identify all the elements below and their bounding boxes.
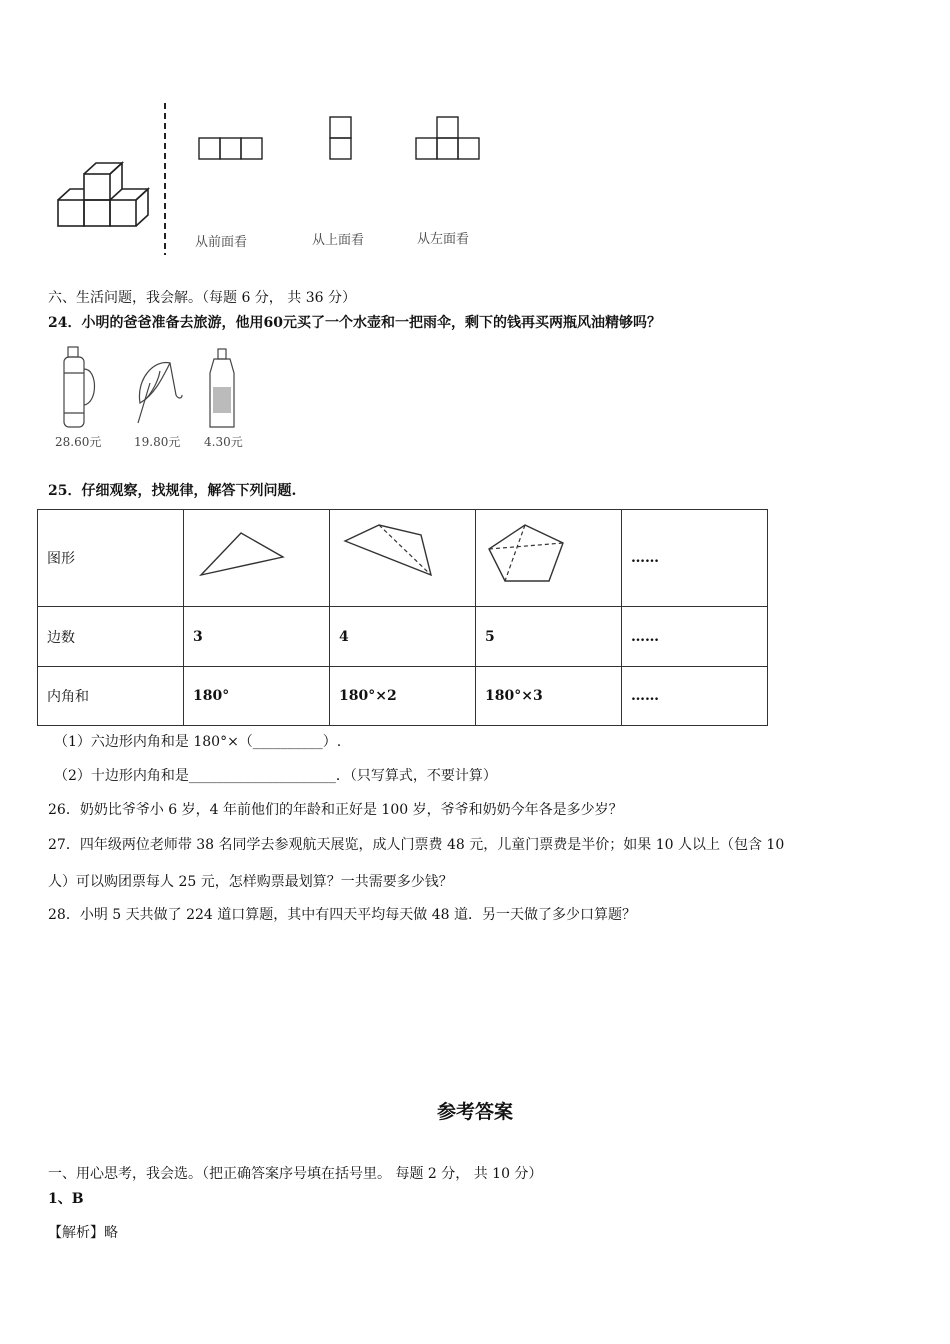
top-view-label: 从上面看 [312, 233, 365, 248]
analysis-text: 略 [104, 1225, 118, 1241]
sides-cell: 3 [184, 607, 330, 667]
answer-1: 1、B [48, 1191, 84, 1207]
angle-sum-cell: 180°×3 [476, 667, 622, 726]
sides-cell: …… [622, 607, 768, 667]
table-row [38, 667, 768, 726]
umbrella-price: 19.80元 [134, 435, 181, 449]
table-row [38, 510, 768, 607]
left-view-drawing [416, 117, 479, 159]
oil-bottle-icon [210, 349, 234, 427]
table-row [38, 607, 768, 667]
kettle-price: 28.60元 [55, 435, 102, 449]
pattern-table [37, 509, 768, 726]
q24-items-figure [50, 343, 250, 435]
sides-cell: 5 [476, 607, 622, 667]
sides-cell: 4 [330, 607, 476, 667]
q27-line2: 人）可以购团票每人 25 元，怎样购票最划算？一共需要多少钱？ [48, 874, 453, 890]
q25-sub1: （1）六边形内角和是 180°×（__________）. [54, 734, 342, 750]
section6-heading: 六、生活问题，我会解。（每题 6 分， 共 36 分） [48, 290, 356, 306]
row-label-sides: 边数 [38, 607, 184, 667]
answers-section1-heading: 一、用心思考，我会选。（把正确答案序号填在括号里。 每题 2 分， 共 10 分） [48, 1166, 543, 1182]
q24-text: 24．小明的爸爸准备去旅游，他用60元买了一个水壶和一把雨伞，剩下的钱再买两瓶风油精够吗？ [48, 315, 661, 331]
triangle-shape [193, 521, 293, 591]
pentagon-shape [485, 521, 585, 591]
oil-bottle-price: 4.30元 [204, 435, 243, 449]
analysis-line [48, 1222, 118, 1242]
answers-title: 参考答案 [436, 1101, 513, 1123]
triangle-cell [184, 510, 330, 607]
angle-sum-cell: 180°×2 [330, 667, 476, 726]
kettle-icon [64, 347, 95, 427]
pentagon-cell [476, 510, 622, 607]
q25-text: 25．仔细观察，找规律，解答下列问题. [48, 483, 297, 499]
angle-sum-cell: …… [622, 667, 768, 726]
front-view-label: 从前面看 [195, 235, 248, 250]
q28-text: 28．小明 5 天共做了 224 道口算题，其中有四天平均每天做 48 道．另一天做了多少口算题？ [48, 907, 636, 923]
shape-more-cell: …… [622, 510, 768, 607]
top-view-drawing [330, 117, 351, 159]
angle-sum-cell: 180° [184, 667, 330, 726]
q25-sub2: （2）十边形内角和是_____________________．（只写算式，不要计算） [54, 768, 497, 784]
row-label-angles: 内角和 [38, 667, 184, 726]
left-view-label: 从左面看 [417, 232, 470, 247]
analysis-label: 【解析】 [48, 1225, 104, 1241]
row-label-shape: 图形 [38, 510, 184, 607]
cube-stack-drawing [58, 163, 148, 226]
quadrilateral-cell [330, 510, 476, 607]
quadrilateral-shape [339, 521, 439, 591]
q26-text: 26．奶奶比爷爷小 6 岁，4 年前他们的年龄和正好是 100 岁，爷爷和奶奶今年各是多少岁？ [48, 802, 623, 818]
q27-line1: 27．四年级两位老师带 38 名同学去参观航天展览，成人门票费 48 元，儿童门票费是半价；如果 10 人以上（包含 10 [48, 837, 785, 853]
front-view-drawing [199, 138, 262, 159]
umbrella-icon [138, 362, 182, 423]
